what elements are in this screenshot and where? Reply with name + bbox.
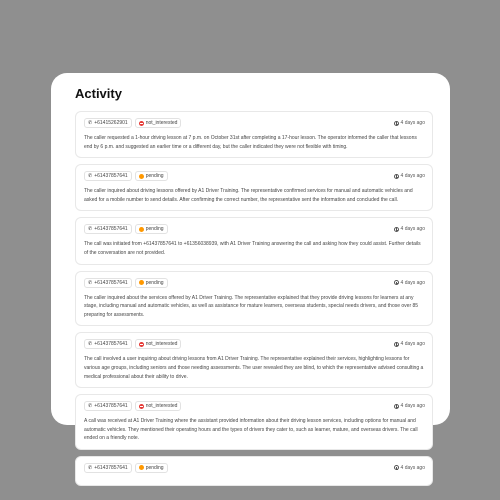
phone-icon: ✆ xyxy=(88,173,93,180)
status-badge xyxy=(135,339,182,349)
status-icon xyxy=(139,465,144,470)
timestamp xyxy=(394,280,425,286)
phone-icon: ✆ xyxy=(88,464,93,471)
status-label: pending xyxy=(145,226,164,233)
call-summary: The caller inquired about driving lessons offered by A1 Driver Training. The representative confirmed services for manual and automatic vehicles and asked for a mobile number to send details. After confirming the correct number, the representative sent the information and concluded the call. xyxy=(84,188,413,203)
phone-chip xyxy=(84,224,132,234)
clock-icon xyxy=(394,121,399,126)
status-icon xyxy=(139,342,144,347)
timestamp xyxy=(394,173,425,179)
call-summary: The caller inquired about the services offered by A1 Driver Training. The representative explained that they provide driving lessons for learners at any stage, including manual and automatic vehicles, as well as assistance for mature learners, overseas students, special needs drivers, and those over 85 preparing for assessments. xyxy=(84,294,419,318)
phone-icon: ✆ xyxy=(88,226,93,233)
phone-number: +61437857641 xyxy=(94,173,128,180)
call-summary: A call was received at A1 Driver Training where the assistant provided information about their driving lesson services, including options for manual and automatic vehicles. They mentioned their operating hours and the types of drivers they cater to, such as learner, mature, and overseas drivers. The call ended on a friendly note. xyxy=(84,418,418,442)
call-summary: The caller requested a 1-hour driving lesson at 7 p.m. on October 31st after completing a 17-hour lesson. The operator informed the caller that lessons end by 6 p.m. and suggested an earlier time or a different day, but the caller indicated they were not flexible with timing. xyxy=(84,135,417,150)
phone-number: +61437857641 xyxy=(94,279,128,286)
timestamp xyxy=(394,226,425,232)
clock-icon xyxy=(394,227,399,232)
status-label: pending xyxy=(145,464,164,471)
timestamp-label: 4 days ago xyxy=(400,464,425,471)
phone-chip xyxy=(84,278,132,288)
timestamp-label: 4 days ago xyxy=(400,226,425,233)
clock-icon xyxy=(394,280,399,285)
timestamp-label: 4 days ago xyxy=(400,279,425,286)
phone-icon: ✆ xyxy=(88,341,93,348)
phone-icon: ✆ xyxy=(88,279,93,286)
activity-card[interactable] xyxy=(75,111,433,158)
status-label: pending xyxy=(145,173,164,180)
status-badge xyxy=(135,171,168,181)
clock-icon xyxy=(394,342,399,347)
timestamp xyxy=(394,341,425,347)
call-summary: The call involved a user inquiring about driving lessons from A1 Driver Training. The representative explained their services, highlighting lessons for various age groups, including seniors and those needing assessments. The user revealed they are blind, to which the representative advised consulting a medical professional about their ability to drive. xyxy=(84,356,424,380)
phone-icon: ✆ xyxy=(88,403,93,410)
timestamp xyxy=(394,465,425,471)
clock-icon xyxy=(394,465,399,470)
phone-icon: ✆ xyxy=(88,120,93,126)
status-label: not_interested xyxy=(145,403,178,410)
status-icon xyxy=(139,227,144,232)
activity-card[interactable] xyxy=(75,394,433,450)
activity-card[interactable] xyxy=(75,271,433,327)
activity-card[interactable] xyxy=(75,217,433,264)
phone-chip xyxy=(84,401,132,411)
clock-icon xyxy=(394,404,399,409)
phone-number: +61437857641 xyxy=(94,403,128,410)
status-icon xyxy=(139,174,144,179)
call-summary: The call was initiated from +61437857641 to +61356038939, with A1 Driver Training answering the call and asking how they could assist. Further details of the conversation are not provided. xyxy=(84,241,421,256)
timestamp xyxy=(394,403,425,409)
activity-card[interactable] xyxy=(75,456,433,486)
activity-list[interactable] xyxy=(75,111,433,492)
timestamp-label: 4 days ago xyxy=(400,403,425,410)
phone-chip xyxy=(84,118,132,128)
status-label: pending xyxy=(145,279,164,286)
activity-card[interactable] xyxy=(75,332,433,388)
status-label: not_interested xyxy=(145,120,178,126)
status-icon xyxy=(139,404,144,409)
timestamp-label: 4 days ago xyxy=(400,341,425,348)
status-badge xyxy=(135,401,182,411)
phone-chip xyxy=(84,339,132,349)
phone-number: +61437857641 xyxy=(94,341,128,348)
page-title: Activity xyxy=(75,86,122,101)
status-icon xyxy=(139,121,144,126)
phone-number: +61437857641 xyxy=(94,464,128,471)
activity-card[interactable] xyxy=(75,164,433,211)
clock-icon xyxy=(394,174,399,179)
phone-chip xyxy=(84,171,132,181)
phone-number: +61437857641 xyxy=(94,226,128,233)
status-badge xyxy=(135,224,168,234)
timestamp-label: 4 days ago xyxy=(400,173,425,180)
timestamp-label: 4 days ago xyxy=(400,120,425,126)
status-badge xyxy=(135,118,182,128)
activity-panel xyxy=(51,73,450,471)
status-badge xyxy=(135,463,168,473)
timestamp xyxy=(394,120,425,126)
status-label: not_interested xyxy=(145,341,178,348)
phone-chip xyxy=(84,463,132,473)
status-badge xyxy=(135,278,168,288)
status-icon xyxy=(139,280,144,285)
phone-number: +61415262901 xyxy=(94,120,128,126)
